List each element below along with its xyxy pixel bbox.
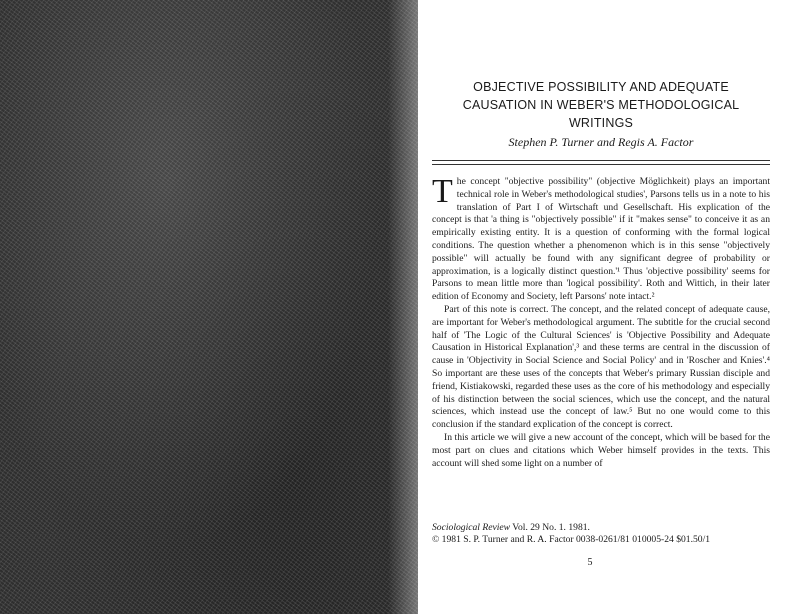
article-page (430, 0, 790, 614)
page-footer (432, 522, 770, 545)
drop-cap: T (432, 173, 453, 210)
header-rule-top (432, 160, 770, 161)
article-title: OBJECTIVE POSSIBILITY AND ADEQUATE CAUSATION IN WEBER'S METHODOLOGICAL WRITINGS (462, 80, 740, 130)
paragraph-3: In this article we will give a new account of the concept, which will be based for the most part on clues and citations which Weber himself provides in the texts. This account will shed some light on a number of (432, 431, 770, 469)
header-rule-bottom (432, 164, 770, 165)
journal-citation (432, 522, 770, 534)
paragraph-1 (432, 173, 770, 304)
journal-name: Sociological Review (432, 522, 511, 533)
article-authors: Stephen P. Turner and Regis A. Factor (508, 135, 694, 149)
paragraph-2: Part of this note is correct. The concept, and the related concept of adequate cause, are important for Weber's methodological argument. The subtitle for the crucial second half of 'The Logic of the Cultural Sciences' is 'Objective Possibility and Adequate Causation in Historical Explanation',³ and these terms are central in the discussion of cause in 'Objectivity in Social Science and Social Policy' and in 'Roscher and Knies'.⁴ So important are these uses of the concepts that Weber's primary Russian disciple and friend, Kistiakowski, regarded these uses as the core of his methodology and especially of his distinction between the social sciences, which use the concept, and the natural sciences, which instead use the concept of law.⁵ But no one would come to this conclusion if the standard explication of the concept is correct. (432, 303, 770, 431)
page-number: 5 (587, 557, 593, 568)
copyright-notice: © 1981 S. P. Turner and R. A. Factor 0038-0261/81 010005-24 $01.50/1 (432, 533, 711, 545)
article-body (432, 173, 770, 470)
paragraph-1-text: he concept "objective possibility" (objective Möglichkeit) plays an important technical role in Weber's methodological studies', Parsons tells us in a note to his translation of Part I of Wirtschaft und Gesellschaft. His explication of the concept is that 'a thing is "objectively possible" if it "makes sense" to conceive it as an empirically existing entity. It is a question of conforming with the formal logical conditions. The question whether a phenomenon which is in this sense "objectively possible" will actually be found with any significant degree of probability or approximation, is a logically distinct question.'¹ Thus 'objective possibility' seems for Parsons to mean little more than 'logical possibility'. Roth and Wittich, in their later edition of Economy and Society, left Parsons' note intact.² (432, 176, 770, 303)
journal-volume: Vol. 29 No. 1. 1981. (512, 522, 590, 533)
